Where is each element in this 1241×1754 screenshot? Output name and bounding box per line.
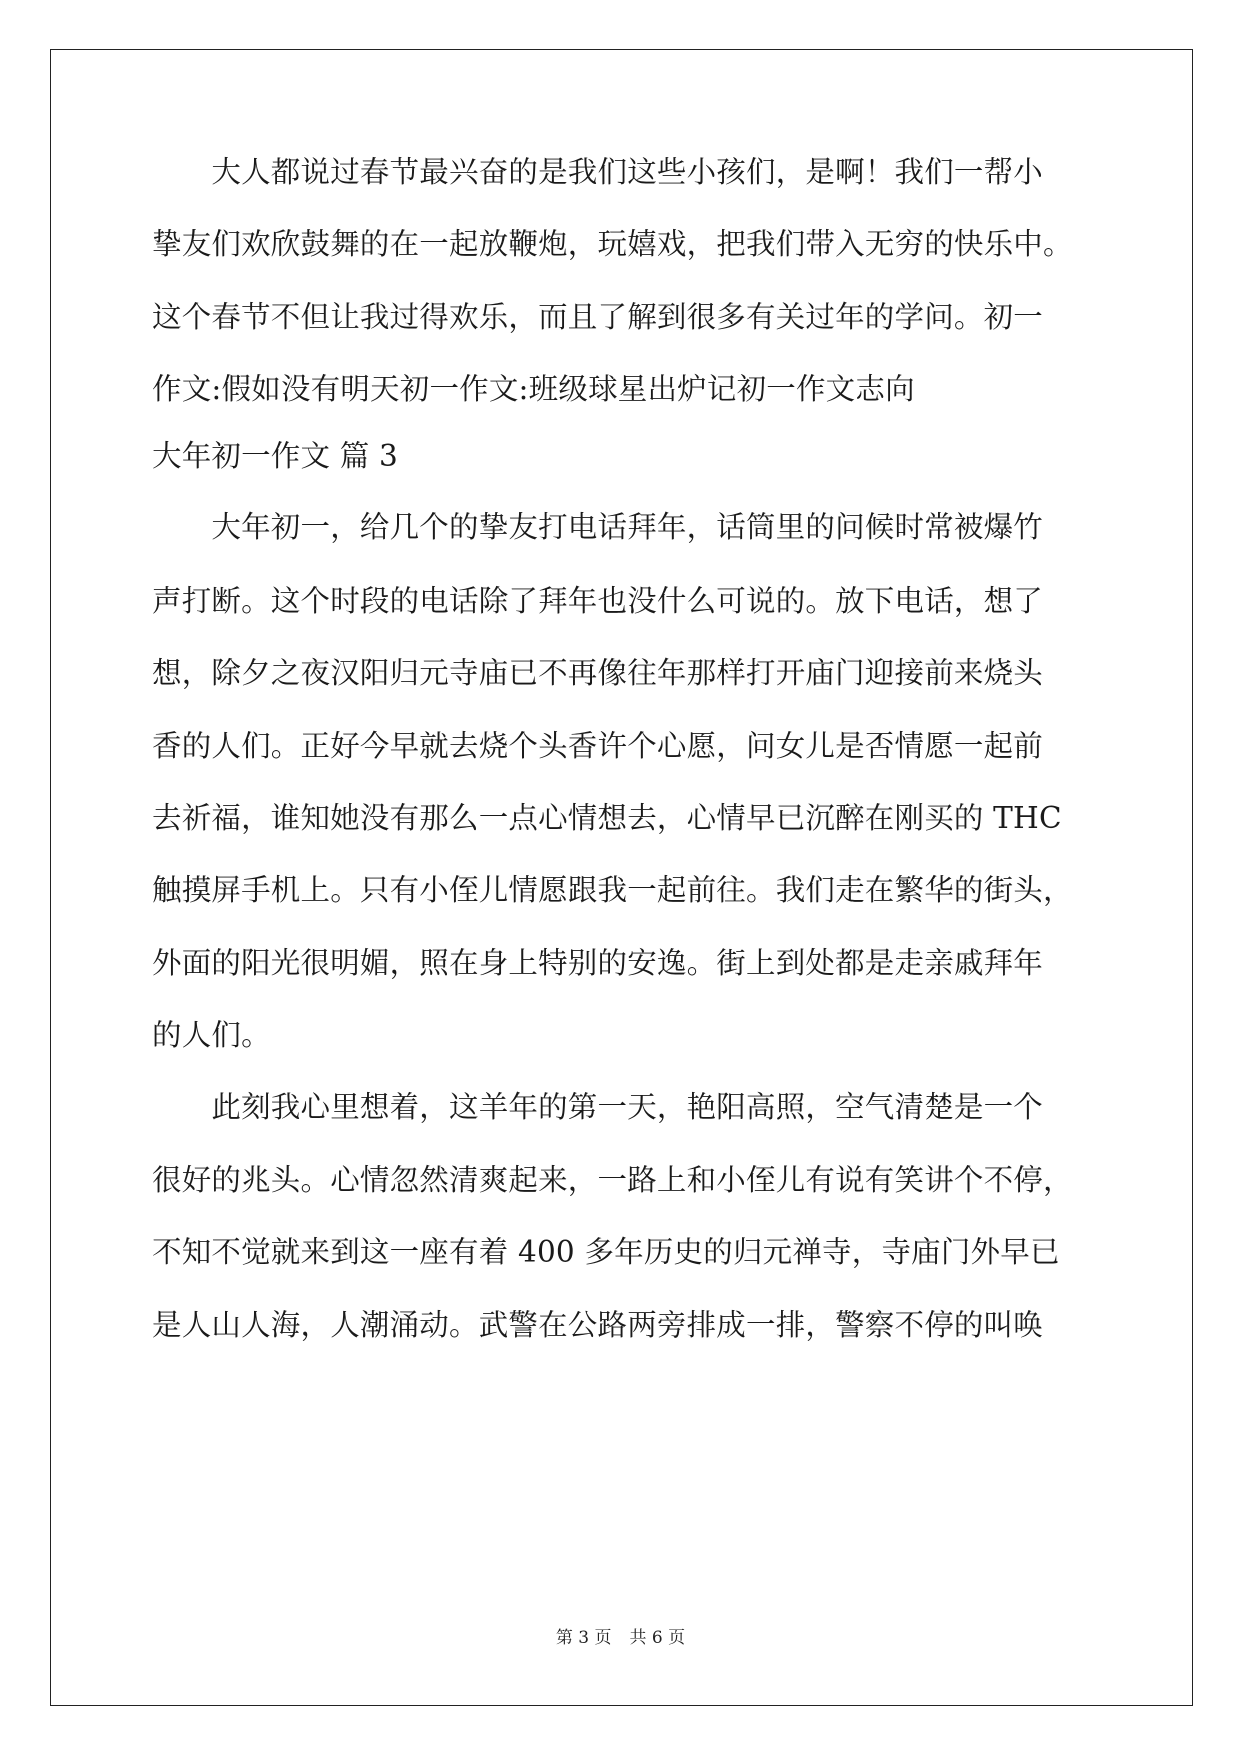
paragraph-2-line-3: 想，除夕之夜汉阳归元寺庙已不再像往年那样打开庙门迎接前来烧头 <box>152 656 1044 690</box>
paragraph-2-line-6: 触摸屏手机上。只有小侄儿情愿跟我一起前往。我们走在繁华的街头， <box>152 873 1073 907</box>
paragraph-1-line-3: 这个春节不但让我过得欢乐，而且了解到很多有关过年的学问。初一 <box>152 300 1044 334</box>
paragraph-2-line-5: 去祈福，谁知她没有那么一点心情想去，心情早已沉醉在刚买的 THC <box>152 801 1062 835</box>
paragraph-3-line-1: 此刻我心里想着，这羊年的第一天，艳阳高照，空气清楚是一个 <box>152 1090 1044 1124</box>
paragraph-1-line-2: 挚友们欢欣鼓舞的在一起放鞭炮，玩嬉戏，把我们带入无穷的快乐中。 <box>152 227 1073 261</box>
paragraph-1-line-4: 作文:假如没有明天初一作文:班级球星出炉记初一作文志向 <box>152 372 915 406</box>
paragraph-2-line-7: 外面的阳光很明媚，照在身上特别的安逸。街上到处都是走亲戚拜年 <box>152 946 1044 980</box>
page-number-current: 第 3 页 <box>555 1628 612 1648</box>
paragraph-2-line-8: 的人们。 <box>152 1018 271 1052</box>
page-footer <box>0 1627 1241 1649</box>
paragraph-2-line-1: 大年初一，给几个的挚友打电话拜年，话筒里的问候时常被爆竹 <box>152 510 1044 544</box>
paragraph-2-line-2: 声打断。这个时段的电话除了拜年也没什么可说的。放下电话，想了 <box>152 584 1044 618</box>
paragraph-3-line-4: 是人山人海，人潮涌动。武警在公路两旁排成一排，警察不停的叫唤 <box>152 1308 1044 1342</box>
paragraph-3-line-2: 很好的兆头。心情忽然清爽起来，一路上和小侄儿有说有笑讲个不停， <box>152 1163 1073 1197</box>
paragraph-2-line-4: 香的人们。正好今早就去烧个头香许个心愿，问女儿是否情愿一起前 <box>152 729 1044 763</box>
page-number-total: 共 6 页 <box>629 1628 686 1648</box>
paragraph-3-line-3: 不知不觉就来到这一座有着 400 多年历史的归元禅寺，寺庙门外早已 <box>152 1235 1060 1269</box>
section-heading: 大年初一作文 篇 3 <box>152 439 399 473</box>
paragraph-1-line-1: 大人都说过春节最兴奋的是我们这些小孩们，是啊！我们一帮小 <box>152 155 1044 189</box>
